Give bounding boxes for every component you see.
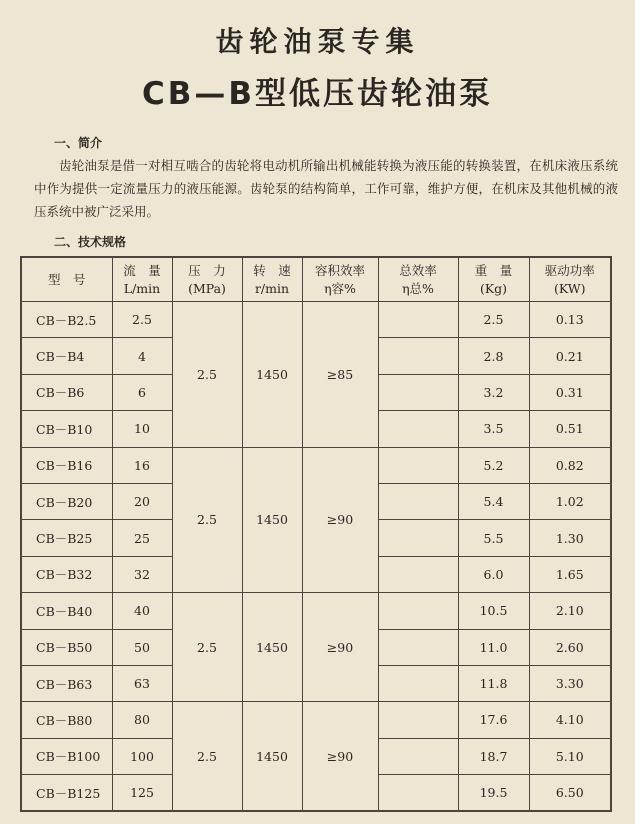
total-efficiency-cell: [378, 702, 458, 738]
power-cell: 2.60: [529, 629, 611, 665]
model-cell: CB－B4: [21, 338, 112, 374]
table-header-row: [21, 257, 611, 302]
weight-cell: 2.5: [458, 302, 529, 338]
speed-cell: 1450: [242, 702, 302, 812]
table-header-cell: [458, 257, 529, 302]
header-unit: (Kg): [479, 280, 508, 296]
volumetric-efficiency-cell: ≥90: [302, 593, 378, 702]
weight-cell: 3.2: [458, 374, 529, 410]
power-cell: 0.13: [529, 302, 611, 338]
intro-paragraph: 齿轮油泵是借一对相互啮合的齿轮将电动机所输出机械能转换为液压能的转换装置，在机床液压系统中作为提供一定流量压力的液压能源。齿轮泵的结构简单，工作可靠，维护方便，在机床及其他机械的液压系统中被广泛采用。: [34, 158, 618, 219]
flow-cell: 100: [112, 738, 172, 774]
total-efficiency-cell: [378, 483, 458, 519]
power-cell: 6.50: [529, 775, 611, 812]
power-cell: 0.21: [529, 338, 611, 374]
table-row: [21, 702, 611, 738]
table-header-cell: [242, 257, 302, 302]
pressure-cell: 2.5: [172, 447, 242, 593]
volumetric-efficiency-cell: ≥85: [302, 302, 378, 448]
header-label: 总效率: [399, 262, 437, 278]
pressure-cell: 2.5: [172, 593, 242, 702]
weight-cell: 11.0: [458, 629, 529, 665]
weight-cell: 18.7: [458, 738, 529, 774]
header-unit: (KW): [554, 280, 586, 296]
total-efficiency-cell: [378, 593, 458, 629]
power-cell: 2.10: [529, 593, 611, 629]
weight-cell: 3.5: [458, 411, 529, 447]
flow-cell: 125: [112, 775, 172, 812]
header-label: 转 速: [253, 262, 291, 278]
model-cell: CB－B6: [21, 374, 112, 410]
model-cell: CB－B40: [21, 593, 112, 629]
flow-cell: 25: [112, 520, 172, 556]
weight-cell: 5.2: [458, 447, 529, 483]
header-label: 重 量: [474, 262, 513, 278]
power-cell: 0.51: [529, 411, 611, 447]
flow-cell: 4: [112, 338, 172, 374]
page-title: 齿轮油泵专集: [215, 25, 420, 58]
total-efficiency-cell: [378, 738, 458, 774]
flow-cell: 10: [112, 411, 172, 447]
section-intro-heading: 一、简介: [54, 136, 103, 150]
header-label: 型 号: [47, 271, 86, 287]
header-unit: r/min: [254, 280, 290, 296]
speed-cell: 1450: [242, 302, 302, 448]
model-cell: CB－B100: [21, 738, 112, 774]
power-cell: 1.30: [529, 520, 611, 556]
table-header-cell: [172, 257, 242, 302]
total-efficiency-cell: [378, 556, 458, 592]
pressure-cell: 2.5: [172, 302, 242, 448]
total-efficiency-cell: [378, 520, 458, 556]
section-spec-heading: 二、技术规格: [54, 235, 127, 249]
pressure-cell: 2.5: [172, 702, 242, 812]
table-row: [21, 302, 611, 338]
flow-cell: 40: [112, 593, 172, 629]
total-efficiency-cell: [378, 447, 458, 483]
flow-cell: 63: [112, 665, 172, 701]
header-unit: η容%: [324, 280, 356, 296]
total-efficiency-cell: [378, 775, 458, 812]
model-cell: CB－B10: [21, 411, 112, 447]
weight-cell: 2.8: [458, 338, 529, 374]
weight-cell: 10.5: [458, 593, 529, 629]
power-cell: 0.82: [529, 447, 611, 483]
flow-cell: 50: [112, 629, 172, 665]
header-label: 流 量: [123, 262, 161, 278]
total-efficiency-cell: [378, 302, 458, 338]
total-efficiency-cell: [378, 665, 458, 701]
weight-cell: 17.6: [458, 702, 529, 738]
model-cell: CB－B25: [21, 520, 112, 556]
table-header-cell: [378, 257, 458, 302]
total-efficiency-cell: [378, 374, 458, 410]
table-header-cell: [302, 257, 378, 302]
model-cell: CB－B2.5: [21, 302, 112, 338]
model-cell: CB－B50: [21, 629, 112, 665]
page-subtitle: CB—B型低压齿轮油泵: [141, 76, 493, 112]
power-cell: 5.10: [529, 738, 611, 774]
flow-cell: 2.5: [112, 302, 172, 338]
volumetric-efficiency-cell: ≥90: [302, 447, 378, 593]
table-row: [21, 593, 611, 629]
table-header-cell: [529, 257, 611, 302]
header-unit: (MPa): [188, 280, 226, 296]
weight-cell: 19.5: [458, 775, 529, 812]
speed-cell: 1450: [242, 447, 302, 593]
power-cell: 3.30: [529, 665, 611, 701]
total-efficiency-cell: [378, 338, 458, 374]
flow-cell: 6: [112, 374, 172, 410]
model-cell: CB－B32: [21, 556, 112, 592]
power-cell: 1.65: [529, 556, 611, 592]
weight-cell: 6.0: [458, 556, 529, 592]
flow-cell: 80: [112, 702, 172, 738]
header-label: 容积效率: [314, 262, 365, 278]
flow-cell: 16: [112, 447, 172, 483]
total-efficiency-cell: [378, 411, 458, 447]
power-cell: 4.10: [529, 702, 611, 738]
power-cell: 0.31: [529, 374, 611, 410]
spec-table: [20, 256, 612, 812]
model-cell: CB－B16: [21, 447, 112, 483]
model-cell: CB－B125: [21, 775, 112, 812]
weight-cell: 5.4: [458, 483, 529, 519]
table-header-cell: [112, 257, 172, 302]
power-cell: 1.02: [529, 483, 611, 519]
table-header-cell: [21, 257, 112, 302]
weight-cell: 11.8: [458, 665, 529, 701]
weight-cell: 5.5: [458, 520, 529, 556]
header-label: 驱动功率: [544, 262, 595, 278]
header-unit: L/min: [123, 280, 161, 296]
total-efficiency-cell: [378, 629, 458, 665]
model-cell: CB－B20: [21, 483, 112, 519]
table-row: [21, 447, 611, 483]
flow-cell: 20: [112, 483, 172, 519]
flow-cell: 32: [112, 556, 172, 592]
model-cell: CB－B63: [21, 665, 112, 701]
speed-cell: 1450: [242, 593, 302, 702]
model-cell: CB－B80: [21, 702, 112, 738]
header-unit: η总%: [402, 280, 434, 296]
volumetric-efficiency-cell: ≥90: [302, 702, 378, 812]
header-label: 压 力: [188, 262, 226, 278]
